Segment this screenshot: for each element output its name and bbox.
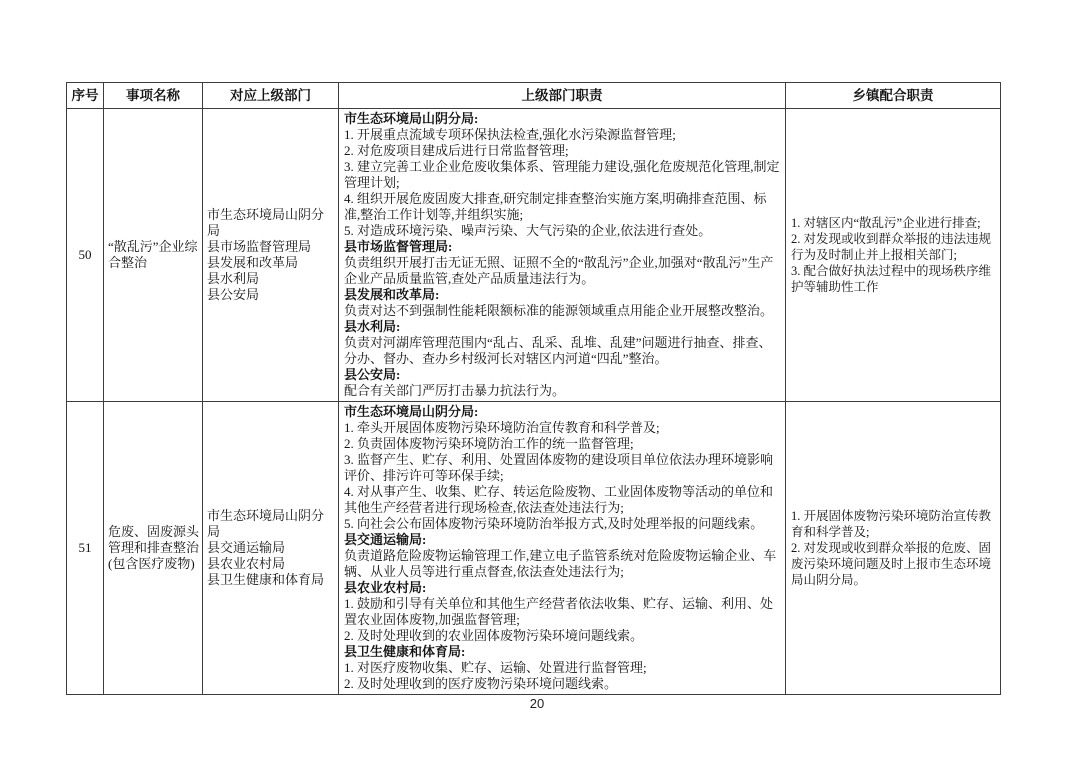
duty-line: 5. 向社会公布固体废物污染环境防治举报方式,及时处理举报的问题线索。 xyxy=(344,516,764,531)
cell-township-duties xyxy=(786,402,1001,695)
duty-line: 5. 对造成环境污染、噪声污染、大气污染的企业,依法进行查处。 xyxy=(344,223,712,238)
duty-line: 负责组织开展打击无证无照、证照不全的“散乱污”企业,加强对“散乱污”生产企业产品质量监管,查处产品质量违法行为。 xyxy=(344,255,774,286)
duty-line: 负责对达不到强制性能耗限额标准的能源领域重点用能企业开展整改整治。 xyxy=(344,303,774,318)
cell-item-name: “散乱污”企业综合整治 xyxy=(104,109,203,402)
duty-line: 1. 鼓励和引导有关单位和其他生产经营者依法收集、贮存、运输、利用、处置农业固体废物,加强监督管理; xyxy=(344,596,774,627)
duty-department-heading: 县公安局: xyxy=(344,367,401,382)
department-line: 市生态环境局山阴分局 xyxy=(207,207,325,238)
header-township-duties: 乡镇配合职责 xyxy=(786,83,1001,109)
duty-line: 1. 开展重点流域专项环保执法检查,强化水污染源监督管理; xyxy=(344,127,676,142)
duty-department-heading: 县卫生健康和体育局: xyxy=(344,644,466,659)
duty-line: 4. 组织开展危废固废大排查,研究制定排查整治实施方案,明确排查范围、标准,整治工作计划等,并组织实施; xyxy=(344,191,767,222)
cell-superior-duties xyxy=(339,109,786,402)
duty-line: 2. 负责固体废物污染环境防治工作的统一监督管理; xyxy=(344,436,634,451)
township-duty-line: 1. 对辖区内“散乱污”企业进行排查; xyxy=(791,216,981,230)
table-row xyxy=(67,109,1001,402)
duty-department-heading: 县农业农村局: xyxy=(344,580,427,595)
department-line: 县交通运输局 xyxy=(207,540,286,555)
township-duty-line: 1. 开展固体废物污染环境防治宣传教育和科学普及; xyxy=(791,509,992,539)
header-superior-duties: 上级部门职责 xyxy=(339,83,786,109)
cell-departments xyxy=(203,402,339,695)
duty-line: 1. 对医疗废物收集、贮存、运输、处置进行监督管理; xyxy=(344,660,647,675)
cell-departments xyxy=(203,109,339,402)
department-line: 县农业农村局 xyxy=(207,556,286,571)
township-duty-line: 3. 配合做好执法过程中的现场秩序维护等辅助性工作 xyxy=(791,264,992,294)
township-duty-line: 2. 对发现或收到群众举报的违法违规行为及时制止并上报相关部门; xyxy=(791,232,992,262)
header-superior-departments: 对应上级部门 xyxy=(203,83,339,109)
duty-line: 4. 对从事产生、收集、贮存、转运危险废物、工业固体废物等活动的单位和其他生产经营者进行现场检查,依法查处违法行为; xyxy=(344,484,774,515)
duty-line: 2. 及时处理收到的农业固体废物污染环境问题线索。 xyxy=(344,628,644,643)
page-number: 20 xyxy=(529,696,545,711)
duty-department-heading: 县发展和改革局: xyxy=(344,287,440,302)
duty-line: 负责道路危险废物运输管理工作,建立电子监管系统对危险废物运输企业、车辆、从业人员等进行重点督查,依法查处违法行为; xyxy=(344,548,777,579)
cell-superior-duties xyxy=(339,402,786,695)
duty-line: 3. 监督产生、贮存、利用、处置固体废物的建设项目单位依法办理环境影响评价、排污许可等环保手续; xyxy=(344,452,774,483)
duty-department-heading: 市生态环境局山阴分局: xyxy=(344,404,479,419)
duty-line: 配合有关部门严厉打击暴力抗法行为。 xyxy=(344,383,566,398)
cell-item-name: 危废、固废源头管理和排查整治(包含医疗废物) xyxy=(104,402,203,695)
department-line: 市生态环境局山阴分局 xyxy=(207,508,325,539)
duty-line: 2. 及时处理收到的医疗废物污染环境问题线索。 xyxy=(344,676,618,691)
duty-department-heading: 县市场监督管理局: xyxy=(344,239,453,254)
department-line: 县发展和改革局 xyxy=(207,255,299,270)
duty-department-heading: 县水利局: xyxy=(344,319,401,334)
header-seq: 序号 xyxy=(67,83,104,109)
department-line: 县市场监督管理局 xyxy=(207,239,312,254)
cell-seq: 50 xyxy=(67,109,104,402)
department-line: 县卫生健康和体育局 xyxy=(207,572,325,587)
duty-department-heading: 县交通运输局: xyxy=(344,532,427,547)
department-line: 县公安局 xyxy=(207,287,260,302)
header-item-name: 事项名称 xyxy=(104,83,203,109)
duty-line: 2. 对危废项目建成后进行日常监督管理; xyxy=(344,143,569,158)
cell-seq: 51 xyxy=(67,402,104,695)
duty-line: 3. 建立完善工业企业危废收集体系、管理能力建设,强化危废规范化管理,制定管理计划; xyxy=(344,159,780,190)
duty-line: 1. 牵头开展固体废物污染环境防治宣传教育和科学普及; xyxy=(344,420,660,435)
table-row xyxy=(67,402,1001,695)
township-duty-line: 2. 对发现或收到群众举报的危废、固废污染环境问题及时上报市生态环境局山阴分局。 xyxy=(791,541,992,587)
table-header-row xyxy=(67,83,1001,109)
department-line: 县水利局 xyxy=(207,271,260,286)
responsibilities-table xyxy=(66,82,1001,695)
duty-line: 负责对河湖库管理范围内“乱占、乱采、乱堆、乱建”问题进行抽查、排查、分办、督办、查办乡村级河长对辖区内河道“四乱”整治。 xyxy=(344,335,772,366)
duty-department-heading: 市生态环境局山阴分局: xyxy=(344,111,479,126)
cell-township-duties xyxy=(786,109,1001,402)
